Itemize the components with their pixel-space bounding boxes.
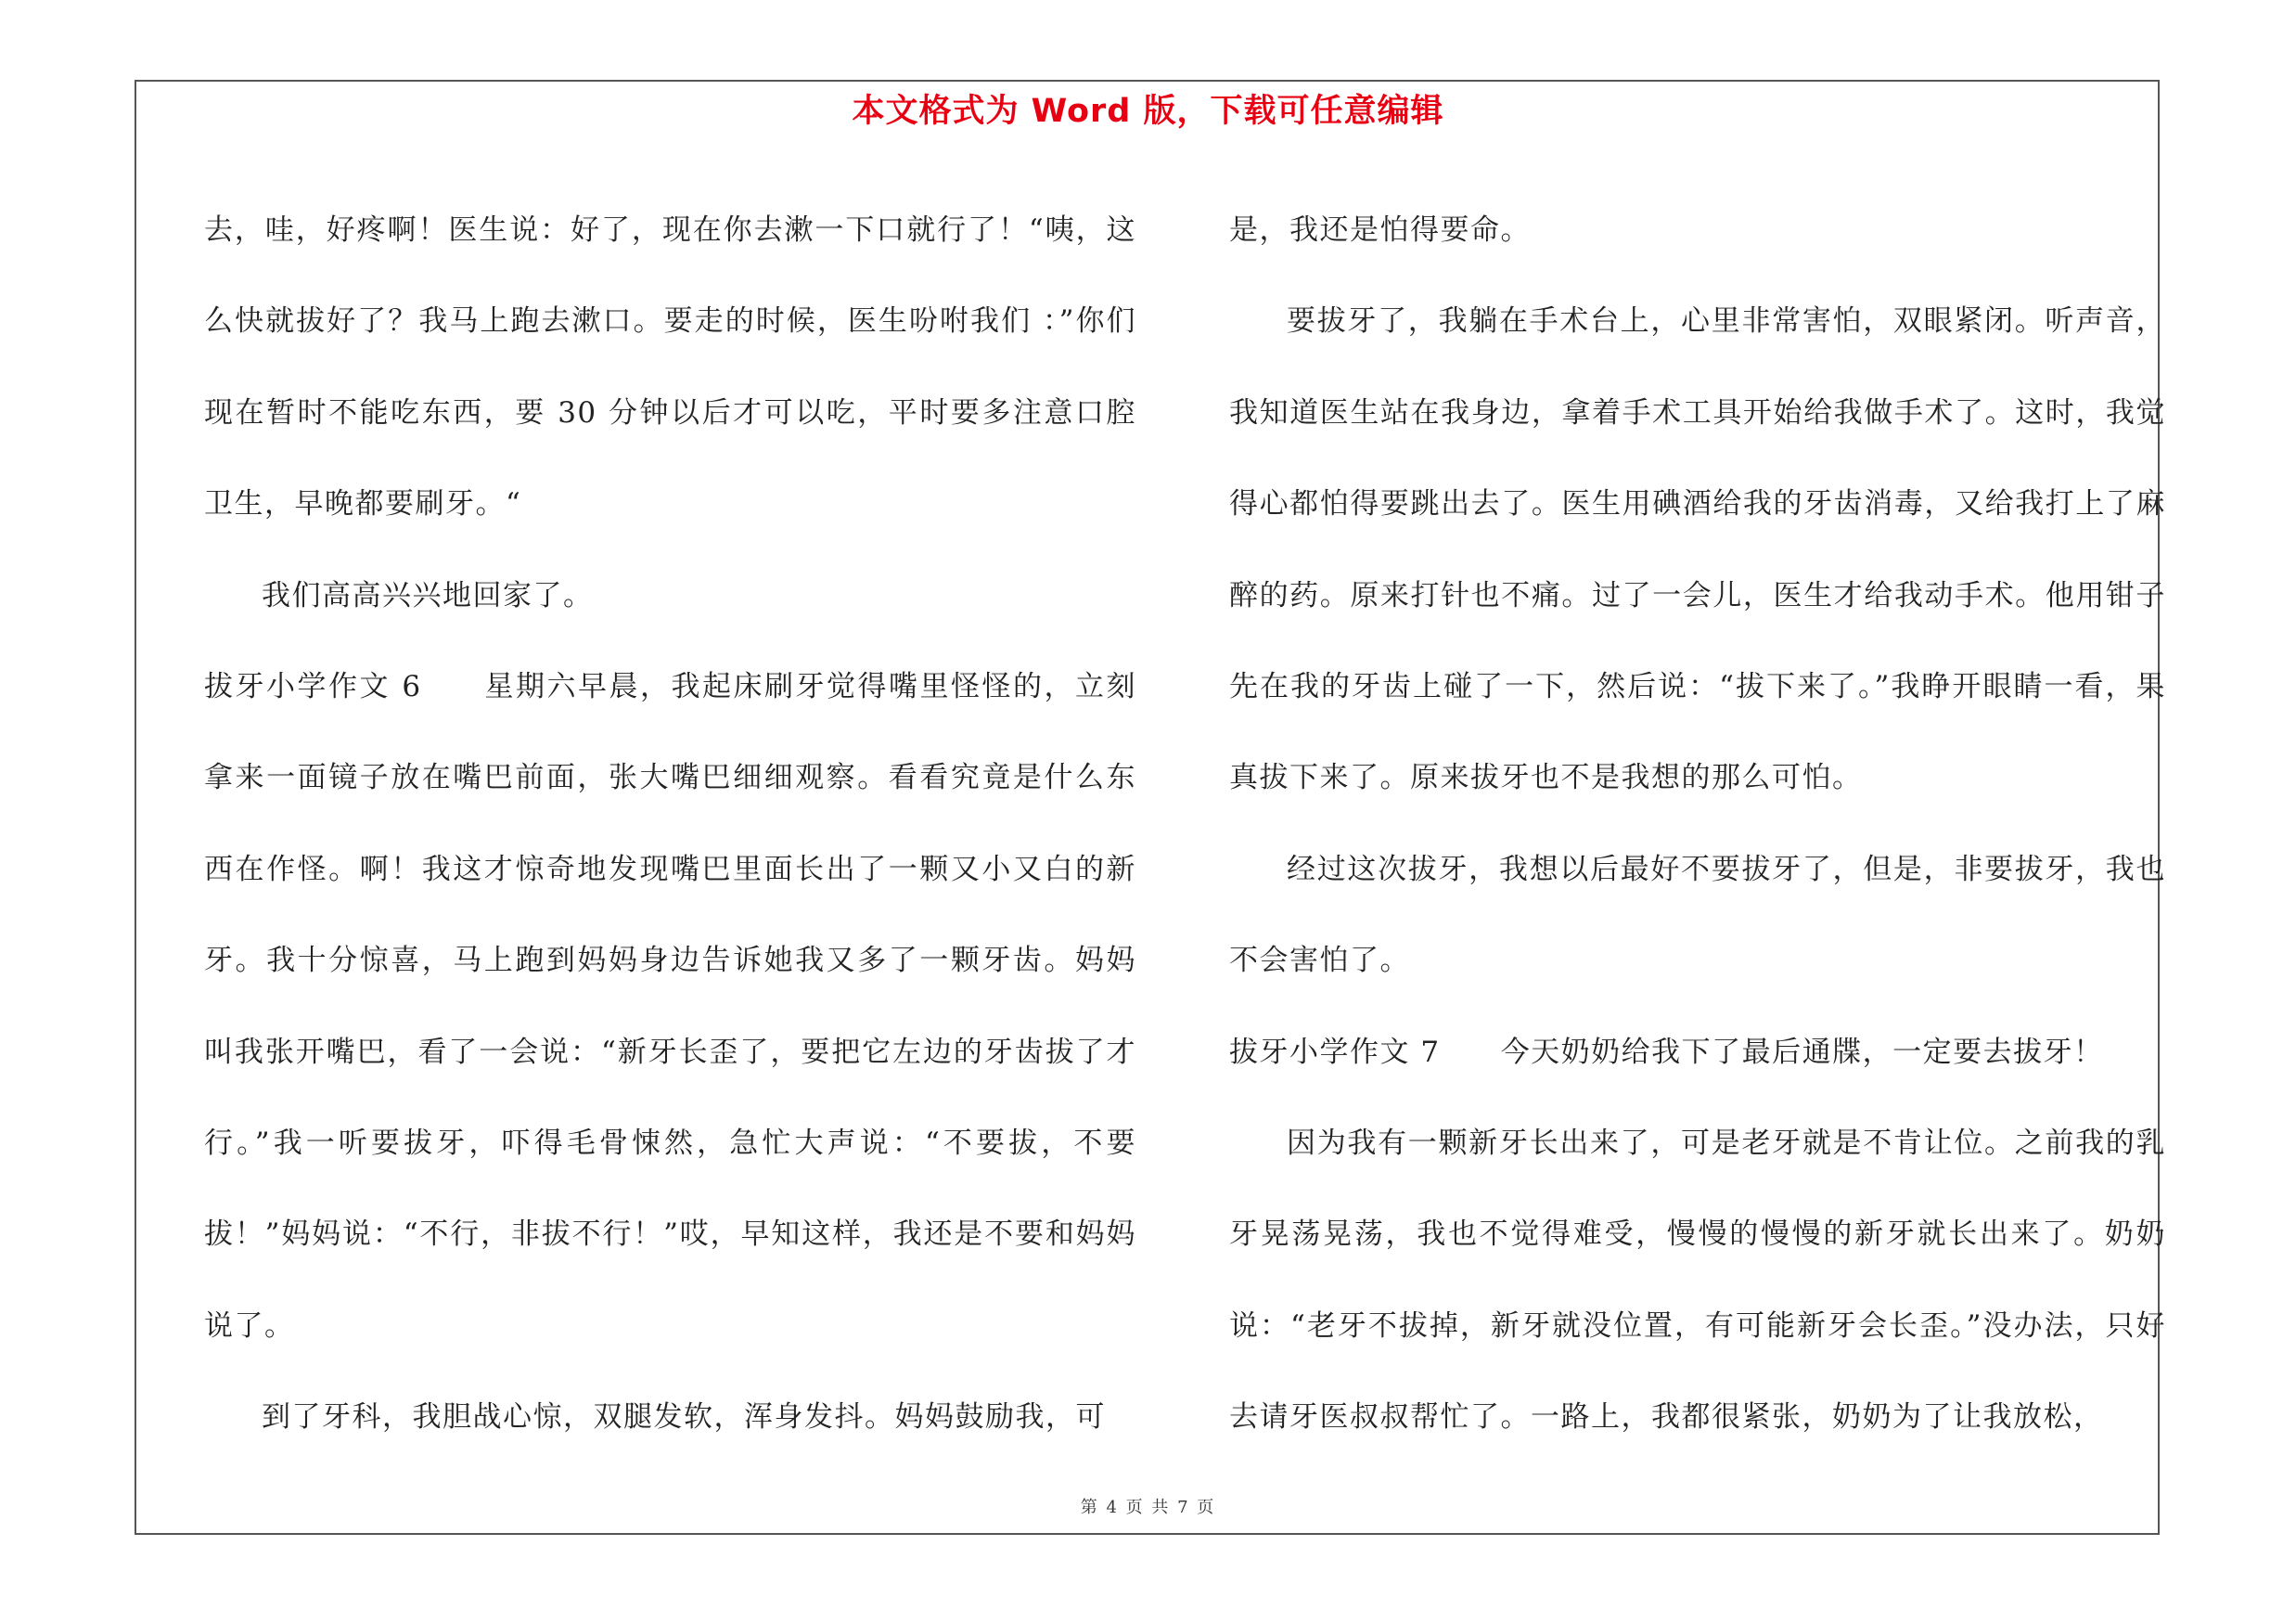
paragraph: 拔牙小学作文 7 今天奶奶给我下了最后通牒，一定要去拔牙！ xyxy=(1229,1035,2104,1069)
paragraph: 到了牙科，我胆战心惊，双腿发软，浑身发抖。妈妈鼓励我，可 xyxy=(262,1400,1106,1435)
page-number-footer: 第 4 页 共 7 页 xyxy=(1080,1498,1216,1517)
paragraph: 拔牙小学作文 6 星期六早晨，我起床刷牙觉得嘴里怪怪的，立刻拿来一面镜子放在嘴巴前面，张大嘴巴细细观察。看看究竟是什么东西在作怪。啊！我这才惊奇地发现嘴巴里面长出了一颗又小又白的新牙。我十分惊喜，马上跑到妈妈身边告诉她我又多了一颗牙齿。妈妈叫我张开嘴巴，看了一会说：“新牙长歪了，要把它左边的牙齿拔了才行。”我一听要拔牙，吓得毛骨悚然，急忙大声说：“不要拔，不要拔！”妈妈说：“不行，非拔不行！”哎，早知这样，我还是不要和妈妈说了。 xyxy=(204,670,1136,1343)
paragraph: 是，我还是怕得要命。 xyxy=(1229,213,1531,247)
paragraph: 因为我有一颗新牙长出来了，可是老牙就是不肯让位。之前我的乳牙晃荡晃荡，我也不觉得难受，慢慢的慢慢的新牙就长出来了。奶奶说：“老牙不拔掉，新牙就没位置，有可能新牙会长歪。”没办法，只好去请牙医叔叔帮忙了。一路上，我都很紧张，奶奶为了让我放松， xyxy=(1229,1127,2166,1435)
paragraph: 去，哇，好疼啊！医生说：好了，现在你去漱一下口就行了！“咦，这么快就拔好了？我马上跑去漱口。要走的时候，医生吩咐我们 ：”你们现在暂时不能吃东西，要 30 分钟以后才可以吃，平时要多注意口腔卫生，早晚都要刷牙。“ xyxy=(204,213,1136,522)
paragraph: 经过这次拔牙，我想以后最好不要拔牙了，但是，非要拔牙，我也不会害怕了。 xyxy=(1229,852,2166,978)
paragraph: 要拔牙了，我躺在手术台上，心里非常害怕，双眼紧闭。听声音，我知道医生站在我身边，拿着手术工具开始给我做手术了。这时，我觉得心都怕得要跳出去了。医生用碘酒给我的牙齿消毒，又给我打上了麻醉的药。原来打针也不痛。过了一会儿，医生才给我动手术。他用钳子先在我的牙齿上碰了一下，然后说：“拔下来了。”我睁开眼睛一看，果真拔下来了。原来拔牙也不是我想的那么可怕。 xyxy=(1229,304,2166,795)
paragraph: 我们高高兴兴地回家了。 xyxy=(262,578,594,612)
word-format-banner: 本文格式为 Word 版，下载可任意编辑 xyxy=(852,93,1444,130)
right-column xyxy=(1229,185,2166,1463)
left-column xyxy=(204,185,1136,1463)
